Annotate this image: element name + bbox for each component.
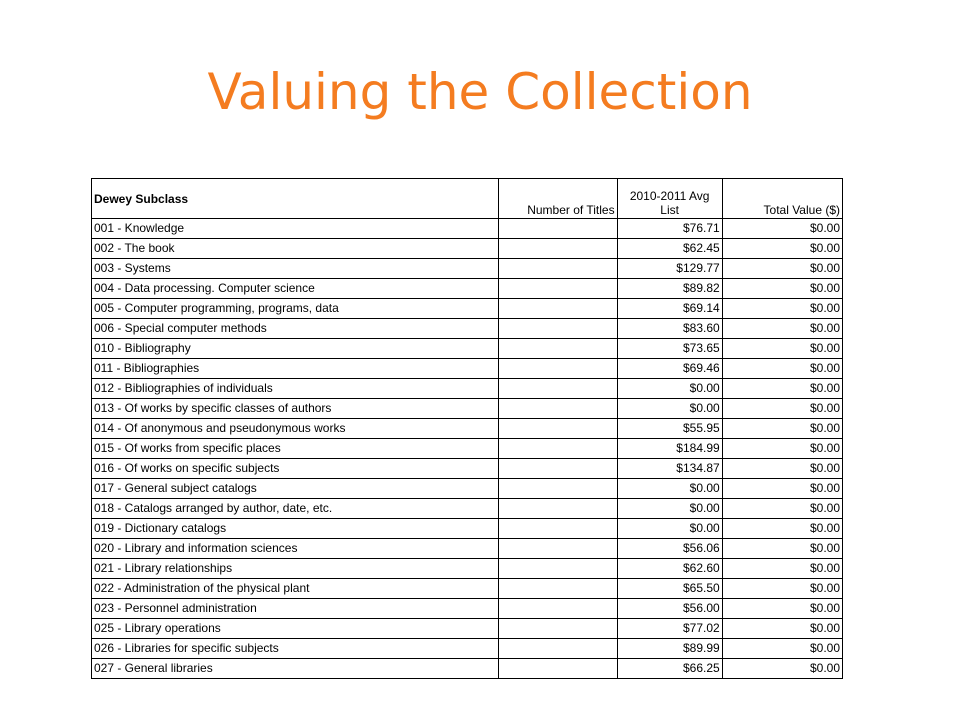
table-row <box>92 359 843 379</box>
number-of-titles-cell <box>499 619 617 639</box>
number-of-titles-cell <box>499 539 617 559</box>
table-row <box>92 619 843 639</box>
table-row <box>92 559 843 579</box>
total-value-cell: $0.00 <box>722 259 842 279</box>
total-value-cell: $0.00 <box>722 619 842 639</box>
table-row <box>92 239 843 259</box>
avg-list-cell: $56.00 <box>617 599 722 619</box>
avg-list-cell: $0.00 <box>617 519 722 539</box>
avg-list-cell: $77.02 <box>617 619 722 639</box>
total-value-cell: $0.00 <box>722 519 842 539</box>
total-value-cell: $0.00 <box>722 539 842 559</box>
avg-list-cell: $0.00 <box>617 379 722 399</box>
number-of-titles-cell <box>499 299 617 319</box>
number-of-titles-cell <box>499 579 617 599</box>
table-row <box>92 259 843 279</box>
dewey-subclass-cell: 010 - Bibliography <box>92 339 499 359</box>
slide-title: Valuing the Collection <box>207 63 753 121</box>
total-value-cell: $0.00 <box>722 559 842 579</box>
total-value-cell: $0.00 <box>722 439 842 459</box>
dewey-subclass-cell: 019 - Dictionary catalogs <box>92 519 499 539</box>
avg-list-cell: $0.00 <box>617 499 722 519</box>
table-row <box>92 339 843 359</box>
table-row <box>92 579 843 599</box>
table-row <box>92 299 843 319</box>
table-row <box>92 419 843 439</box>
table-row <box>92 479 843 499</box>
dewey-subclass-cell: 026 - Libraries for specific subjects <box>92 639 499 659</box>
total-value-cell: $0.00 <box>722 339 842 359</box>
avg-list-cell: $89.82 <box>617 279 722 299</box>
avg-list-cell: $56.06 <box>617 539 722 559</box>
total-value-cell: $0.00 <box>722 299 842 319</box>
avg-list-cell: $76.71 <box>617 219 722 239</box>
number-of-titles-cell <box>499 359 617 379</box>
dewey-subclass-cell: 001 - Knowledge <box>92 219 499 239</box>
table-row <box>92 399 843 419</box>
table-row <box>92 219 843 239</box>
table-row <box>92 439 843 459</box>
number-of-titles-cell <box>499 339 617 359</box>
table-row <box>92 459 843 479</box>
dewey-subclass-cell: 011 - Bibliographies <box>92 359 499 379</box>
number-of-titles-cell <box>499 399 617 419</box>
number-of-titles-cell <box>499 439 617 459</box>
number-of-titles-cell <box>499 599 617 619</box>
dewey-subclass-cell: 020 - Library and information sciences <box>92 539 499 559</box>
table-header-row <box>92 179 843 219</box>
header-avg-list: 2010-2011 Avg List <box>617 179 722 219</box>
number-of-titles-cell <box>499 459 617 479</box>
dewey-subclass-cell: 003 - Systems <box>92 259 499 279</box>
dewey-subclass-cell: 006 - Special computer methods <box>92 319 499 339</box>
total-value-cell: $0.00 <box>722 219 842 239</box>
dewey-subclass-cell: 013 - Of works by specific classes of authors <box>92 399 499 419</box>
avg-list-cell: $66.25 <box>617 659 722 679</box>
number-of-titles-cell <box>499 479 617 499</box>
table-row <box>92 639 843 659</box>
avg-list-cell: $0.00 <box>617 479 722 499</box>
dewey-subclass-cell: 025 - Library operations <box>92 619 499 639</box>
dewey-subclass-cell: 021 - Library relationships <box>92 559 499 579</box>
total-value-cell: $0.00 <box>722 579 842 599</box>
dewey-subclass-cell: 015 - Of works from specific places <box>92 439 499 459</box>
dewey-subclass-cell: 004 - Data processing. Computer science <box>92 279 499 299</box>
number-of-titles-cell <box>499 379 617 399</box>
number-of-titles-cell <box>499 279 617 299</box>
dewey-subclass-cell: 005 - Computer programming, programs, data <box>92 299 499 319</box>
table-row <box>92 499 843 519</box>
dewey-subclass-cell: 012 - Bibliographies of individuals <box>92 379 499 399</box>
table-row <box>92 539 843 559</box>
table-row <box>92 659 843 679</box>
total-value-cell: $0.00 <box>722 239 842 259</box>
avg-list-cell: $55.95 <box>617 419 722 439</box>
dewey-subclass-cell: 017 - General subject catalogs <box>92 479 499 499</box>
table-body <box>92 219 843 679</box>
total-value-cell: $0.00 <box>722 359 842 379</box>
total-value-cell: $0.00 <box>722 499 842 519</box>
total-value-cell: $0.00 <box>722 399 842 419</box>
total-value-cell: $0.00 <box>722 319 842 339</box>
number-of-titles-cell <box>499 319 617 339</box>
table-row <box>92 599 843 619</box>
table-row <box>92 279 843 299</box>
number-of-titles-cell <box>499 519 617 539</box>
avg-list-cell: $62.60 <box>617 559 722 579</box>
total-value-cell: $0.00 <box>722 419 842 439</box>
total-value-cell: $0.00 <box>722 639 842 659</box>
total-value-cell: $0.00 <box>722 459 842 479</box>
number-of-titles-cell <box>499 499 617 519</box>
table-row <box>92 379 843 399</box>
header-dewey-subclass: Dewey Subclass <box>92 179 499 219</box>
total-value-cell: $0.00 <box>722 279 842 299</box>
total-value-cell: $0.00 <box>722 659 842 679</box>
avg-list-cell: $89.99 <box>617 639 722 659</box>
avg-list-cell: $134.87 <box>617 459 722 479</box>
avg-list-cell: $184.99 <box>617 439 722 459</box>
avg-list-cell: $129.77 <box>617 259 722 279</box>
number-of-titles-cell <box>499 639 617 659</box>
header-total-value: Total Value ($) <box>722 179 842 219</box>
number-of-titles-cell <box>499 559 617 579</box>
table-row <box>92 319 843 339</box>
avg-list-cell: $62.45 <box>617 239 722 259</box>
avg-list-cell: $0.00 <box>617 399 722 419</box>
number-of-titles-cell <box>499 259 617 279</box>
avg-list-cell: $65.50 <box>617 579 722 599</box>
header-number-of-titles: Number of Titles <box>499 179 617 219</box>
collection-value-table <box>91 178 843 679</box>
table-row <box>92 519 843 539</box>
avg-list-cell: $73.65 <box>617 339 722 359</box>
number-of-titles-cell <box>499 219 617 239</box>
avg-list-cell: $69.14 <box>617 299 722 319</box>
avg-list-cell: $69.46 <box>617 359 722 379</box>
dewey-subclass-cell: 002 - The book <box>92 239 499 259</box>
total-value-cell: $0.00 <box>722 479 842 499</box>
dewey-subclass-cell: 016 - Of works on specific subjects <box>92 459 499 479</box>
number-of-titles-cell <box>499 239 617 259</box>
dewey-subclass-cell: 023 - Personnel administration <box>92 599 499 619</box>
dewey-subclass-cell: 027 - General libraries <box>92 659 499 679</box>
dewey-subclass-cell: 018 - Catalogs arranged by author, date, etc. <box>92 499 499 519</box>
avg-list-cell: $83.60 <box>617 319 722 339</box>
number-of-titles-cell <box>499 659 617 679</box>
number-of-titles-cell <box>499 419 617 439</box>
dewey-subclass-cell: 014 - Of anonymous and pseudonymous works <box>92 419 499 439</box>
total-value-cell: $0.00 <box>722 599 842 619</box>
total-value-cell: $0.00 <box>722 379 842 399</box>
dewey-subclass-cell: 022 - Administration of the physical plant <box>92 579 499 599</box>
